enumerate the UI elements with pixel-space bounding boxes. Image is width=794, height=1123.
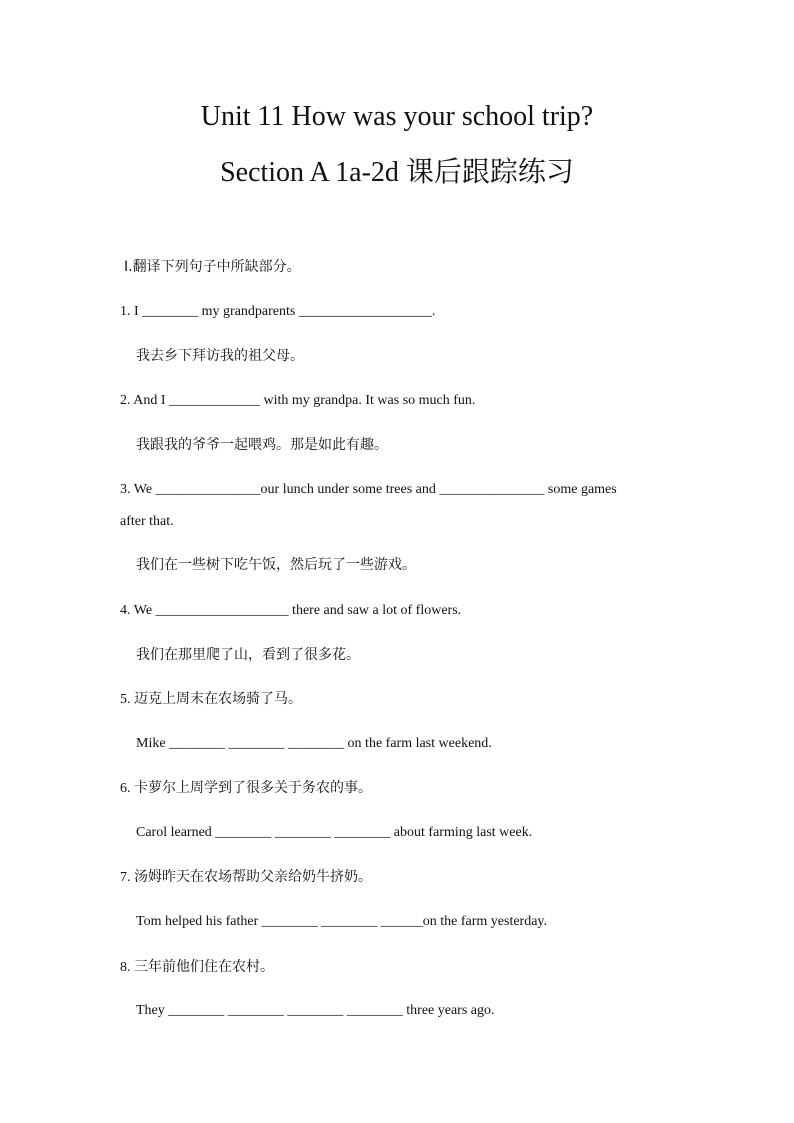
question-prompt: We _______________our lunch under some trees and _______________ some games	[133, 482, 617, 497]
question-5-answer-line: Mike ________ ________ ________ on the farm last weekend.	[136, 736, 492, 751]
question-number: 6.	[120, 781, 131, 796]
question-3-continuation: after that.	[120, 514, 174, 529]
question-number: 3.	[120, 482, 131, 497]
question-7	[120, 867, 372, 888]
question-8	[120, 957, 274, 978]
question-6-answer-line: Carol learned ________ ________ ________ about farming last week.	[136, 825, 533, 840]
question-8-answer-line: They ________ ________ ________ ________ three years ago.	[136, 1003, 495, 1018]
question-3	[120, 480, 617, 500]
question-3-answer-line: 我们在一些树下吃午饭，然后玩了一些游戏。	[136, 557, 416, 573]
question-1	[120, 302, 435, 322]
question-6	[120, 778, 372, 799]
question-number: 4.	[120, 603, 131, 618]
page-subtitle: Section A 1a-2d 课后跟踪练习	[220, 157, 574, 188]
question-number: 7.	[120, 870, 131, 885]
question-number: 8.	[120, 960, 131, 975]
question-prompt: 三年前他们住在农村。	[134, 959, 274, 975]
section-heading: Ⅰ.翻译下列句子中所缺部分。	[124, 259, 301, 275]
question-prompt: We ___________________ there and saw a lot of flowers.	[133, 603, 462, 618]
question-5	[120, 689, 302, 710]
question-prompt: I ________ my grandparents ___________________.	[134, 304, 436, 319]
question-2	[120, 391, 475, 411]
question-4	[120, 601, 461, 621]
question-4-answer-line: 我们在那里爬了山，看到了很多花。	[136, 647, 360, 663]
question-number: 5.	[120, 692, 131, 707]
question-2-answer-line: 我跟我的爷爷一起喂鸡。那是如此有趣。	[136, 437, 388, 453]
page-title: Unit 11 How was your school trip?	[200, 101, 594, 132]
question-prompt: 迈克上周末在农场骑了马。	[134, 691, 302, 707]
question-number: 2.	[120, 393, 131, 408]
question-prompt: 卡萝尔上周学到了很多关于务农的事。	[134, 780, 372, 796]
question-prompt: And I _____________ with my grandpa. It was so much fun.	[133, 393, 476, 408]
question-prompt: 汤姆昨天在农场帮助父亲给奶牛挤奶。	[134, 869, 372, 885]
question-7-answer-line: Tom helped his father ________ ________ ______on the farm yesterday.	[136, 914, 548, 929]
question-1-answer-line: 我去乡下拜访我的祖父母。	[136, 348, 304, 364]
question-number: 1.	[120, 304, 131, 319]
